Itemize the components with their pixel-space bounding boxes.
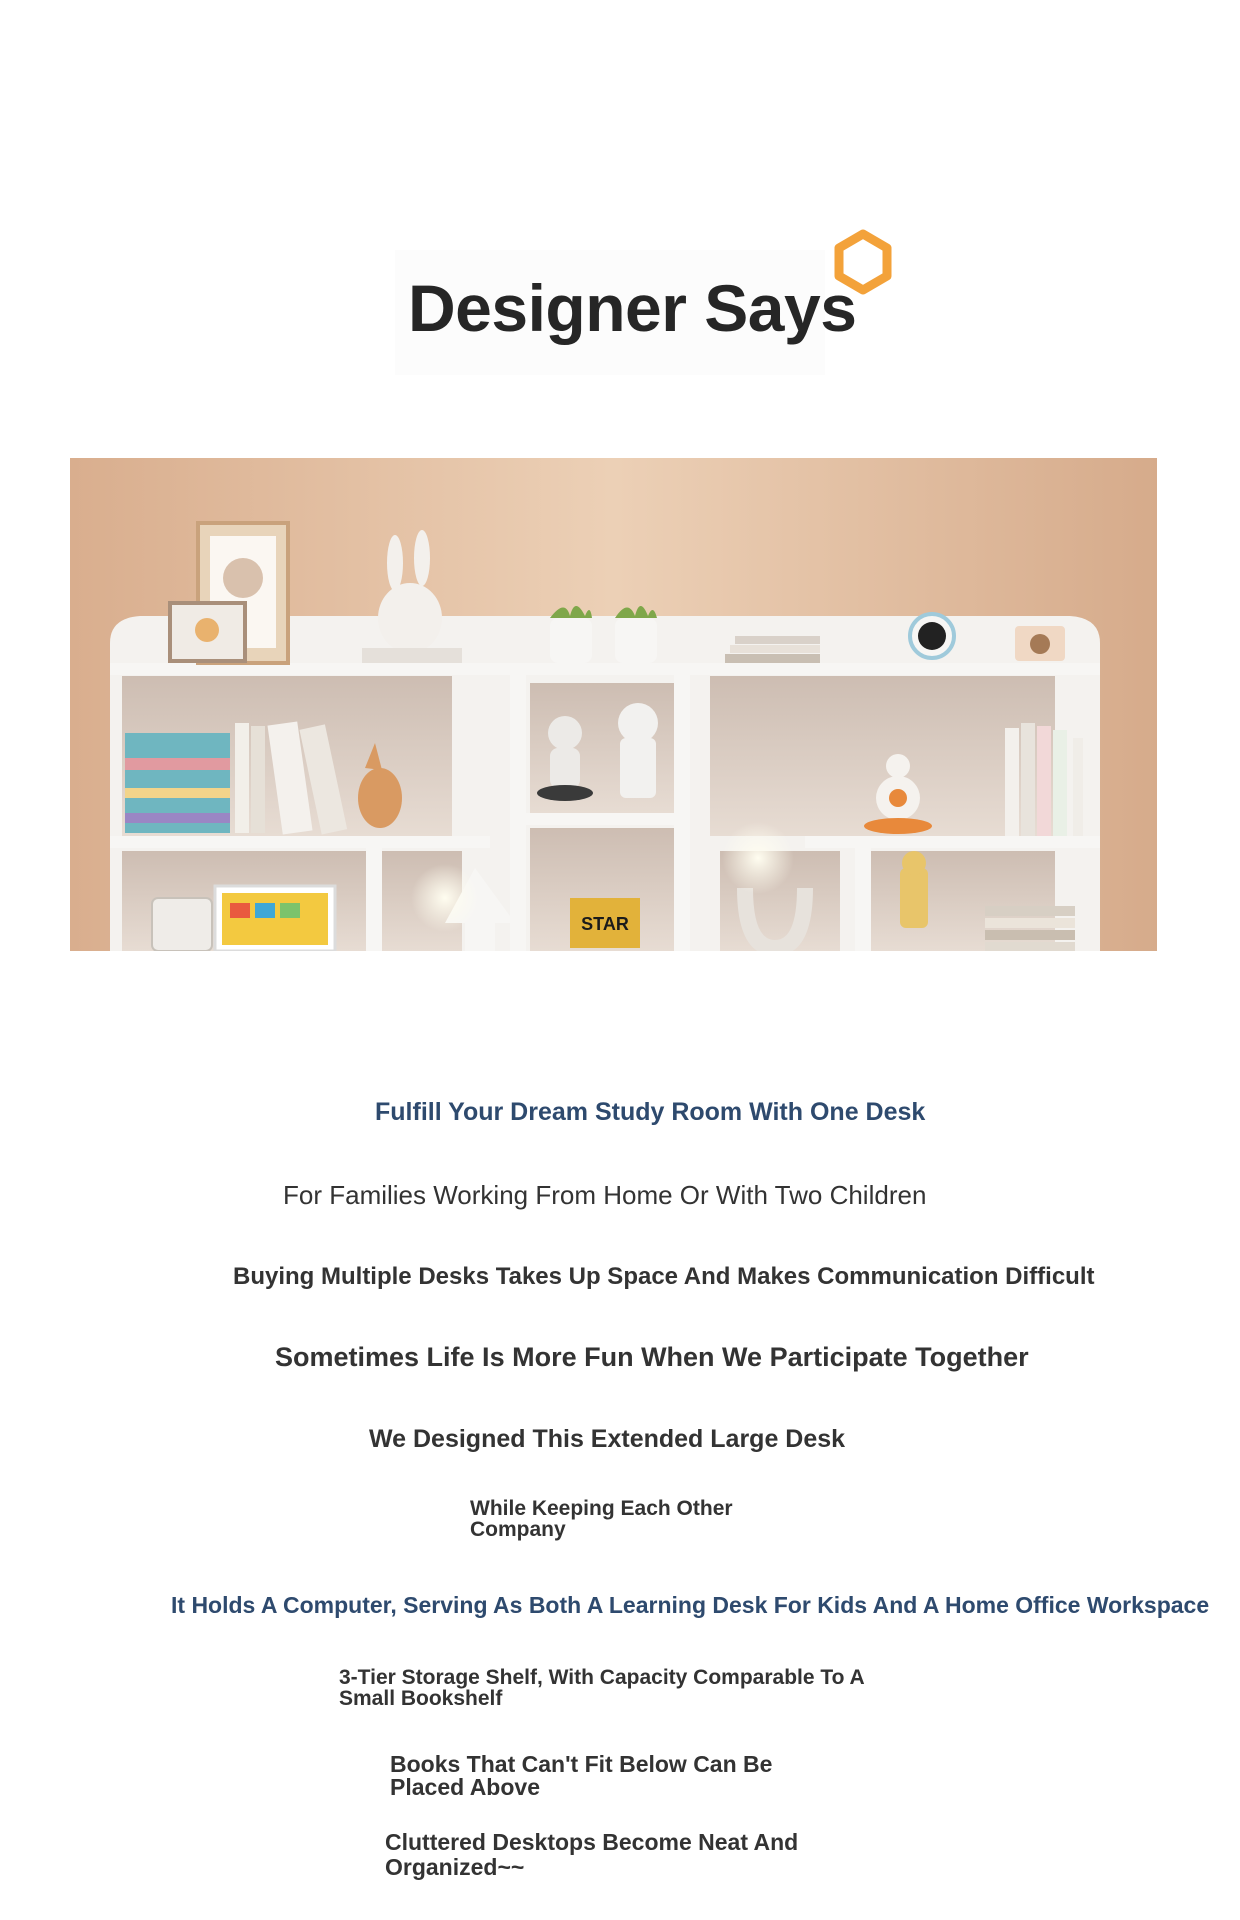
hexagon-icon (832, 228, 894, 296)
text-line-6: While Keeping Each Other Company (470, 1497, 733, 1541)
text-line-1: Fulfill Your Dream Study Room With One Desk (375, 1098, 926, 1126)
bookshelf-illustration (70, 458, 1157, 951)
page-title: Designer Says (408, 271, 857, 345)
hero-photo (70, 458, 1157, 951)
text-line-10: Cluttered Desktops Become Neat And Organized~~ (385, 1829, 799, 1881)
text-line-8: 3-Tier Storage Shelf, With Capacity Comparable To A Small Bookshelf (339, 1666, 864, 1710)
text-line-3: Buying Multiple Desks Takes Up Space And Makes Communication Difficult (233, 1263, 1095, 1290)
text-line-4: Sometimes Life Is More Fun When We Participate Together (275, 1342, 1029, 1372)
text-line-9: Books That Can't Fit Below Can Be Placed Above (390, 1751, 773, 1800)
text-line-2: For Families Working From Home Or With Two Children (283, 1180, 927, 1210)
text-line-7: It Holds A Computer, Serving As Both A Learning Desk For Kids And A Home Office Workspace (171, 1592, 1210, 1618)
svg-text:STAR: STAR (581, 914, 629, 934)
text-line-5: We Designed This Extended Large Desk (369, 1425, 846, 1453)
